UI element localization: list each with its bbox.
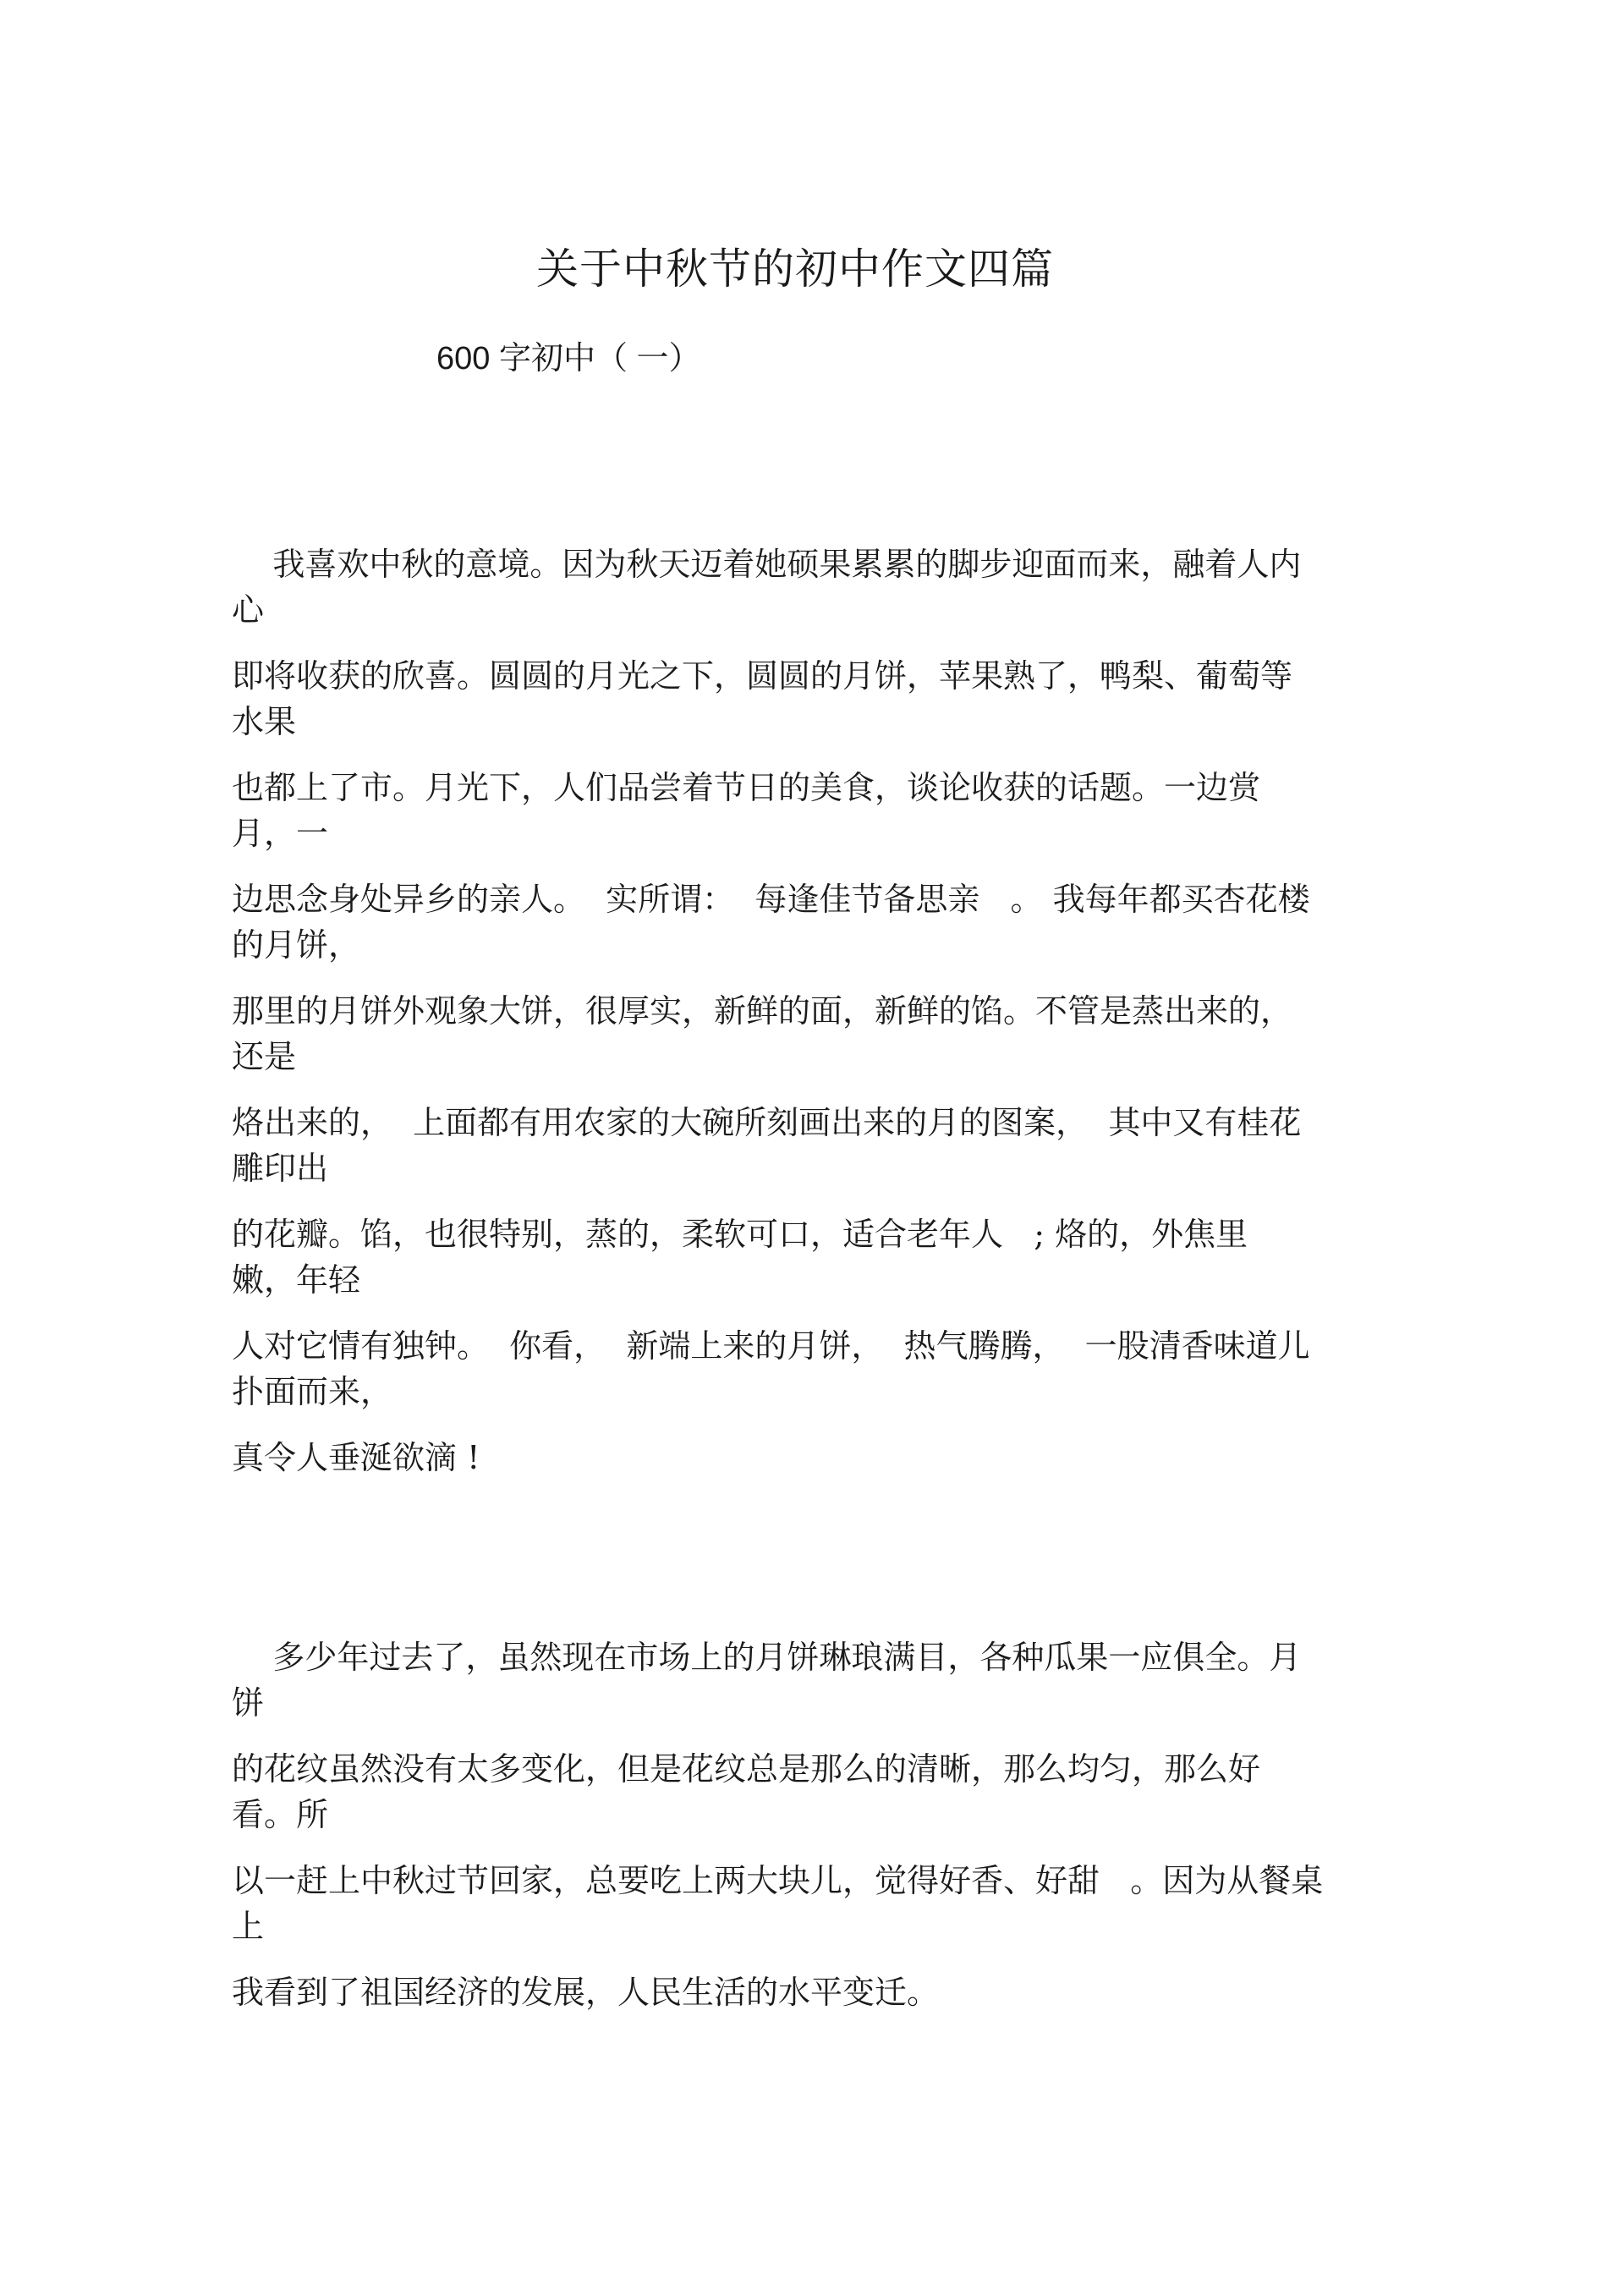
paragraph-1-line-4: 边思念身处异乡的亲人。 实所谓： 每逢佳节备思亲 。 我每年都买杏花楼 的月饼， — [232, 881, 1310, 964]
document-title: 关于中秋节的初中作文四篇 — [536, 244, 1054, 294]
paragraph-2-line-4: 我看到了祖国经济的发展，人民生活的水平变迁。 — [232, 1974, 940, 2011]
paragraph-2-line-3: 以一赶上中秋过节回家，总要吃上两大块儿，觉得好香、好甜 。因为从餐桌 上 — [232, 1862, 1324, 1945]
paragraph-1-line-6: 烙出来的， 上面都有用农家的大碗所刻画出来的月的图案， 其中又有桂花 雕印出 — [232, 1104, 1302, 1187]
paragraph-1-line-1: 我喜欢中秋的意境。因为秋天迈着她硕果累累的脚步迎面而来，融着人内 心 — [232, 546, 1302, 629]
document-subtitle: 600 字初中（ 一） — [436, 341, 701, 376]
paragraph-1-line-9: 真令人垂涎欲滴 ! — [232, 1439, 480, 1476]
paragraph-1-line-2: 即将收获的欣喜。圆圆的月光之下，圆圆的月饼，苹果熟了，鸭梨、葡萄等 水果 — [232, 657, 1293, 740]
paragraph-2-line-2: 的花纹虽然没有太多变化，但是花纹总是那么的清晰，那么均匀，那么好 看。所 — [232, 1750, 1261, 1833]
paragraph-1-line-8: 人对它情有独钟。 你看， 新端上来的月饼， 热气腾腾， 一股清香味道儿 扑面而来， — [232, 1327, 1310, 1410]
paragraph-1-line-5: 那里的月饼外观象大饼，很厚实，新鲜的面，新鲜的馅。不管是蒸出来的， 还是 — [232, 992, 1293, 1075]
paragraph-2-line-1: 多少年过去了，虽然现在市场上的月饼琳琅满目，各种瓜果一应俱全。月 饼 — [232, 1639, 1302, 1722]
paragraph-1-line-7: 的花瓣。馅，也很特别，蒸的，柔软可口，适合老年人 ; 烙的，外焦里 嫩，年轻 — [232, 1216, 1248, 1299]
paragraph-1-line-3: 也都上了市。月光下，人们品尝着节日的美食，谈论收获的话题。一边赏 月，一 — [232, 769, 1261, 852]
